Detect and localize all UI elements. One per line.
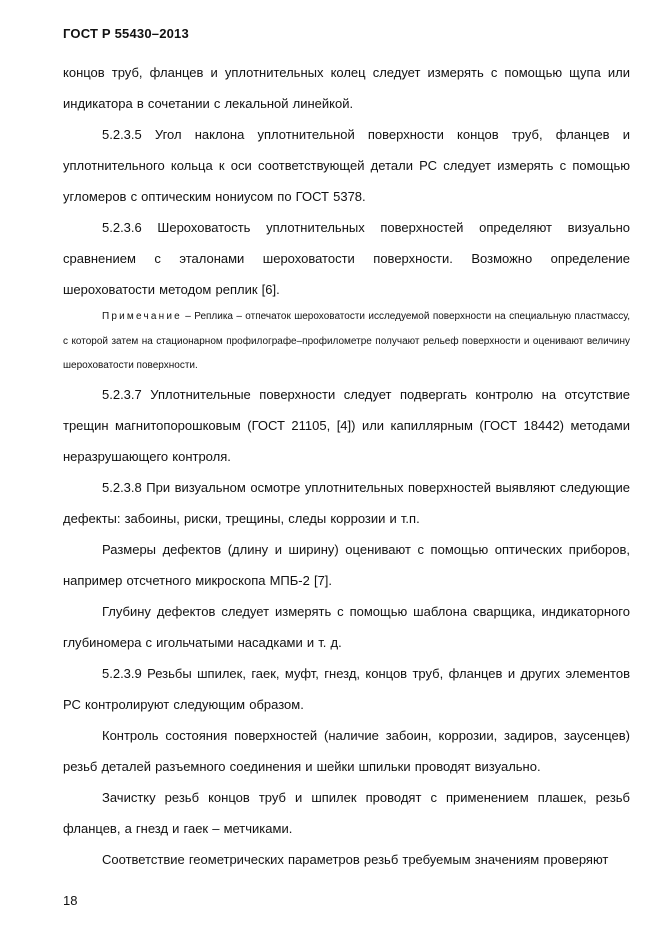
note bbox=[63, 305, 630, 379]
paragraph-defect-size: Размеры дефектов (длину и ширину) оценивают с помощью оптических приборов, например отсчетного микроскопа МПБ-2 [7]. bbox=[63, 541, 630, 588]
paragraph-thread-cleaning: Зачистку резьб концов труб и шпилек проводят с применением плашек, резьб фланцев, а гнезд и гаек – метчиками. bbox=[63, 789, 630, 836]
note-label: Примечание bbox=[102, 311, 182, 322]
page-number: 18 bbox=[63, 893, 78, 908]
note-text: – Реплика – отпечаток шероховатости исследуемой поверхности на специальную пластмассу, с которой затем на стационарном профилографе–профилометре получают рельеф поверхности и оценивают величину шероховатости поверхности. bbox=[63, 311, 630, 371]
paragraph-5-2-3-8: 5.2.3.8 При визуальном осмотре уплотнительных поверхностей выявляют следующие дефекты: забоины, риски, трещины, следы коррозии и т.п. bbox=[63, 479, 630, 526]
document-body bbox=[63, 57, 630, 875]
paragraph-5-2-3-9: 5.2.3.9 Резьбы шпилек, гаек, муфт, гнезд, концов труб, фланцев и других элементов РС контролируют следующим образом. bbox=[63, 665, 630, 712]
paragraph-continuation: концов труб, фланцев и уплотнительных колец следует измерять с помощью щупа или индикатора в сочетании с лекальной линейкой. bbox=[63, 65, 630, 111]
document-header: ГОСТ Р 55430–2013 bbox=[63, 26, 189, 41]
paragraph-5-2-3-7: 5.2.3.7 Уплотнительные поверхности следует подвергать контролю на отсутствие трещин магнитопорошковым (ГОСТ 21105, [4]) или капиллярным (ГОСТ 18442) методами неразрушающего контроля. bbox=[63, 386, 630, 464]
paragraph-thread-geometry: Соответствие геометрических параметров резьб требуемым значениям проверяют bbox=[102, 851, 609, 867]
paragraph-5-2-3-5: 5.2.3.5 Угол наклона уплотнительной поверхности концов труб, фланцев и уплотнительного кольца к оси соответствующей детали РС следует измерять с помощью угломеров с оптическим нониусом по ГОСТ 5378. bbox=[63, 127, 630, 204]
paragraph-5-2-3-6: 5.2.3.6 Шероховатость уплотнительных поверхностей определяют визуально сравнением с эталонами шероховатости поверхности. Возможно определение шероховатости методом реплик [6]. bbox=[63, 220, 630, 297]
paragraph-surface-control: Контроль состояния поверхностей (наличие забоин, коррозии, задиров, заусенцев) резьб деталей разъемного соединения и шейки шпильки проводят визуально. bbox=[63, 727, 630, 774]
paragraph-defect-depth: Глубину дефектов следует измерять с помощью шаблона сварщика, индикаторного глубиномера с игольчатыми насадками и т. д. bbox=[63, 603, 630, 650]
